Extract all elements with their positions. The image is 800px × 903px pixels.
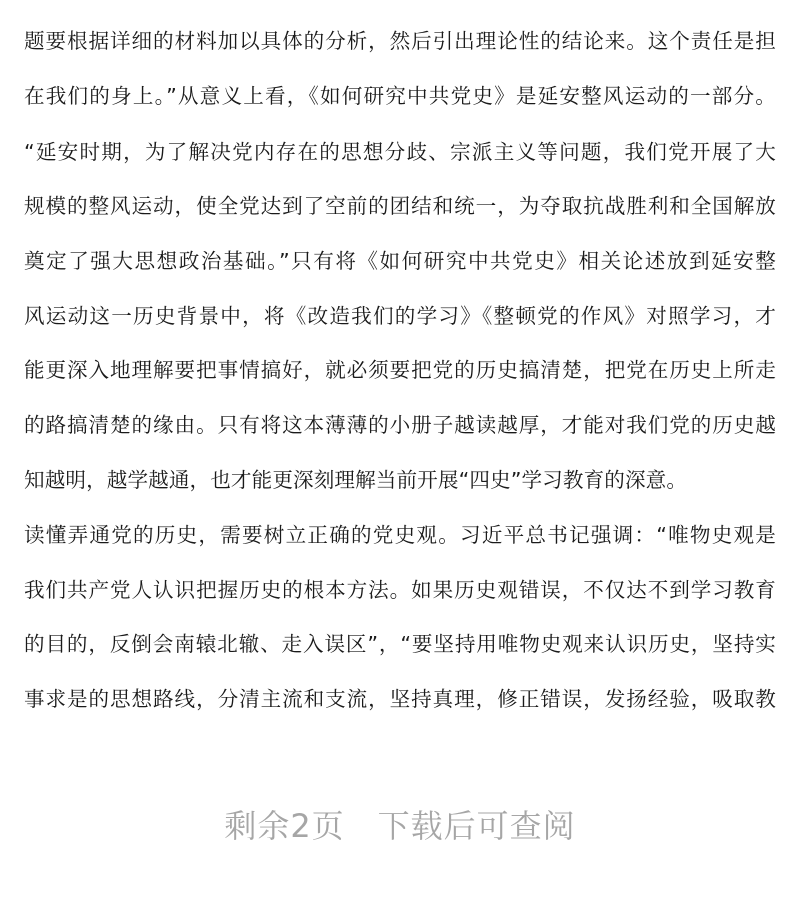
paragraph-line: 风运动这一历史背景中，将《改造我们的学习》《整顿党的作风》对照学习，才 <box>24 304 776 328</box>
paragraph-line <box>24 0 776 6</box>
paragraph-line: 读懂弄通党的历史，需要树立正确的党史观。习近平总书记强调：“唯物史观是 <box>24 523 776 547</box>
paragraph-line: 我们共产党人认识把握历史的根本方法。如果历史观错误，不仅达不到学习教育 <box>24 578 776 602</box>
paragraph-line: 能更深入地理解要把事情搞好，就必须要把党的历史搞清楚，把党在历史上所走 <box>24 358 776 382</box>
paragraph-line: “延安时期，为了解决党内存在的思想分歧、宗派主义等问题，我们党开展了大 <box>24 140 776 164</box>
remaining-pages-download-prompt[interactable]: 剩余2页 下载后可查阅 <box>224 807 576 845</box>
paragraph-line: 题要根据详细的材料加以具体的分析，然后引出理论性的结论来。这个责任是担 <box>24 29 776 53</box>
paragraph-line: 规模的整风运动，使全党达到了空前的团结和统一，为夺取抗战胜利和全国解放 <box>24 194 776 218</box>
paragraph-line: 事求是的思想路线，分清主流和支流，坚持真理，修正错误，发扬经验，吸取教 <box>24 687 776 711</box>
paragraph-line: 知越明，越学越通，也才能更深刻理解当前开展“四史”学习教育的深意。 <box>24 468 688 492</box>
paragraph-line: 的路搞清楚的缘由。只有将这本薄薄的小册子越读越厚，才能对我们党的历史越 <box>24 413 776 437</box>
paragraph-line: 在我们的身上。”从意义上看，《如何研究中共党史》是延安整风运动的一部分。 <box>24 84 776 108</box>
paragraph-line: 的目的，反倒会南辕北辙、走入误区”，“要坚持用唯物史观来认识历史，坚持实 <box>24 632 776 656</box>
paragraph-line: 奠定了强大思想政治基础。”只有将《如何研究中共党史》相关论述放到延安整 <box>24 249 776 273</box>
